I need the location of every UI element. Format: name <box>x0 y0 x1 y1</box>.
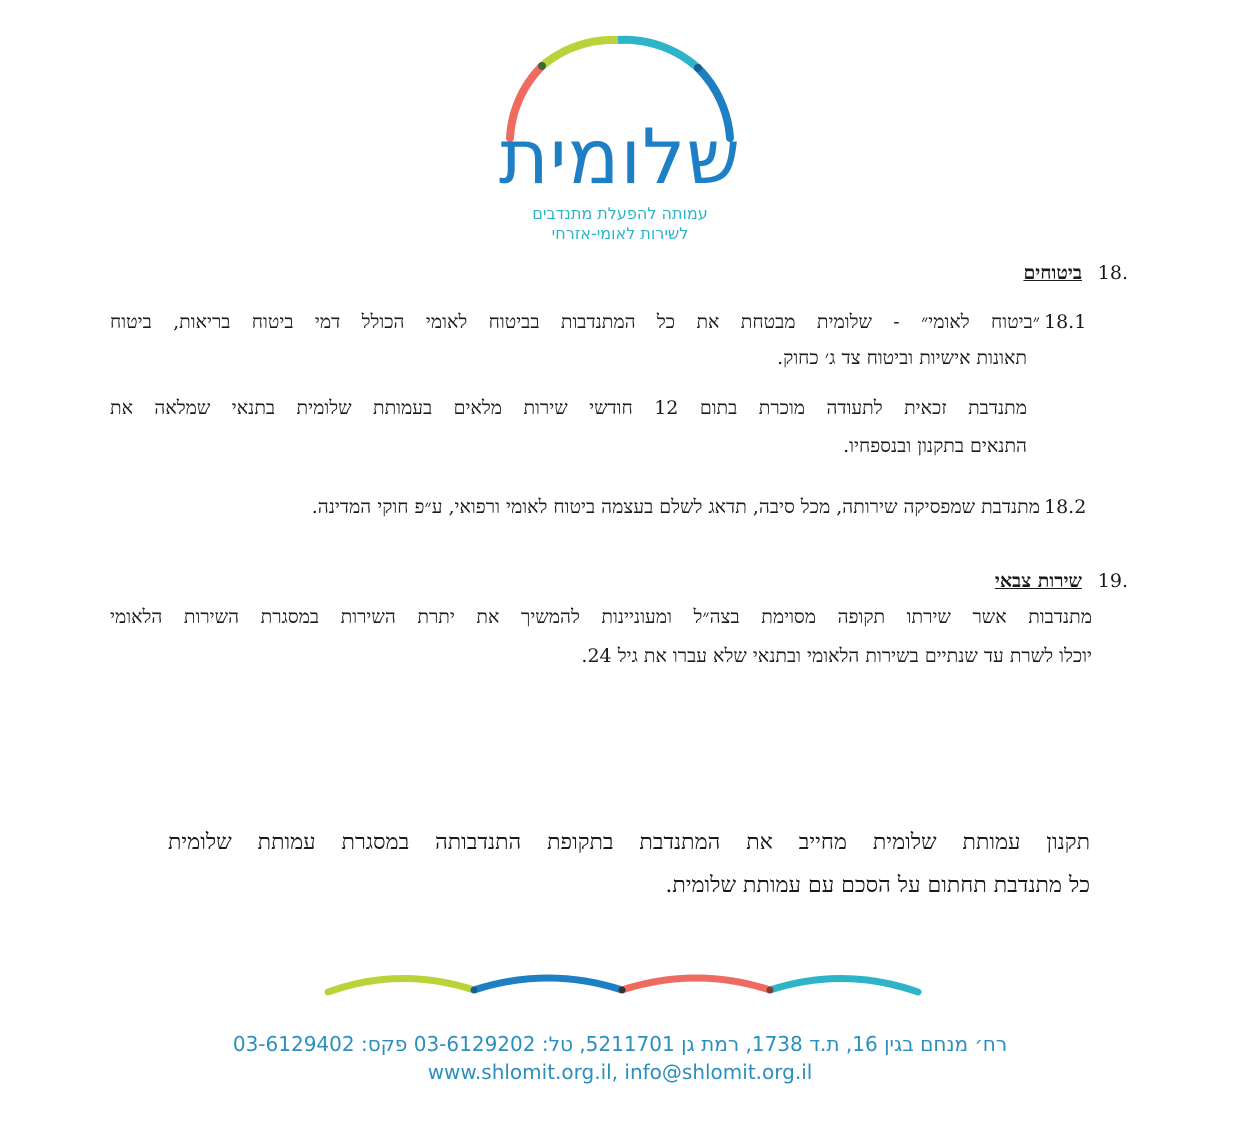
footer-contact: www.shlomit.org.il, info@shlomit.org.il <box>427 1060 813 1084</box>
closing-line1: תקנון עמותת שלומית מחייב את המתנדבת בתקופת התנדבותה במסגרת עמותת שלומית <box>168 830 1090 855</box>
clause-18-1-line2: תאונות אישיות וביטוח צד ג׳ כחוק. <box>777 347 1027 369</box>
clause-18-1-note-line2: התנאים בתקנון ובנספחיו. <box>843 435 1027 457</box>
section-19-title: שירות צבאי <box>994 570 1082 592</box>
logo-tagline-line2: לשירות לאומי-אזרחי <box>551 224 689 243</box>
clause-18-2-number: 18.2 <box>1044 496 1087 518</box>
clause-18-2-text: מתנדבת שמפסיקה שירותה, מכל סיבה, תדאג לשלם בעצמה ביטוח לאומי ורפואי, ע״פ חוקי המדינה. <box>311 496 1040 518</box>
section-19-line2: יוכלו לשרת עד שנתיים בשירות הלאומי ובתנאי שלא עברו את גיל 24. <box>581 645 1092 667</box>
clause-18-1-line1: ״ביטוח לאומי״ - שלומית מבטחת את כל המתנדבות בביטוח לאומי הכולל דמי ביטוח בריאות, ביטוח <box>110 311 1040 333</box>
footer-address: רח׳ מנחם בגין 16, ת.ד 1738, רמת גן 5211701, טל: 03-6129202 פקס: 03-6129402 <box>232 1032 1008 1056</box>
logo-wordmark: שלומית <box>498 112 742 201</box>
closing-line2: כל מתנדבת תחתום על הסכם עם עמותת שלומית. <box>665 873 1090 898</box>
section-19-number: .19 <box>1097 570 1128 592</box>
footer-waves-icon <box>320 968 930 1008</box>
clause-18-1-note-line1: מתנדבת זכאית לתעודה מוכרת בתום 12 חודשי שירות מלאים בעמותת שלומית בתנאי שמלאה את <box>110 397 1027 419</box>
logo-tagline-line1: עמותה להפעלת מתנדבים <box>532 204 708 223</box>
section-19-line1: מתנדבות אשר שירתו תקופה מסוימת בצה״ל ומעוניינות להמשיך את יתרת השירות במסגרת השירות הלאומי <box>110 606 1092 628</box>
section-18-number: .18 <box>1097 262 1128 284</box>
section-18-title: ביטוחים <box>1023 262 1082 284</box>
clause-18-1-number: 18.1 <box>1044 311 1087 333</box>
